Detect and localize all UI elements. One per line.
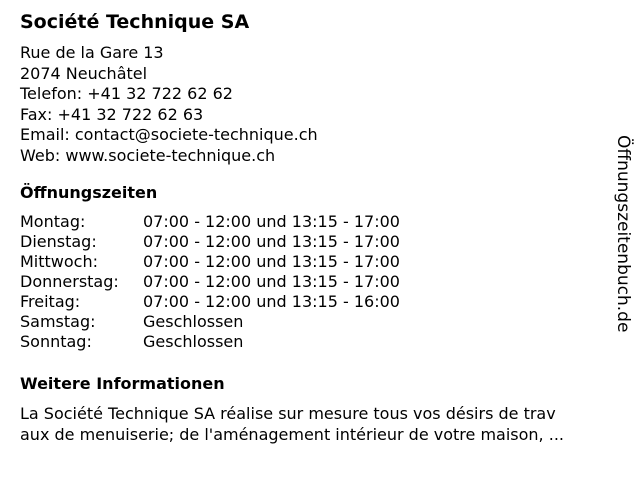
day-label: Samstag: <box>20 312 96 331</box>
day-label: Dienstag: <box>20 232 97 251</box>
day-hours: Geschlossen <box>143 312 244 331</box>
opening-hours-heading: Öffnungszeiten <box>20 183 158 202</box>
hours-row-thursday <box>20 272 400 292</box>
day-hours: Geschlossen <box>143 332 244 351</box>
email-address: Email: contact@societe-technique.ch <box>20 125 318 144</box>
day-label: Sonntag: <box>20 332 92 351</box>
hours-row-saturday <box>20 312 400 332</box>
further-info-line: aux de menuiserie; de l'aménagement intérieur de votre maison, ... <box>20 425 564 444</box>
further-info-line: La Société Technique SA réalise sur mesure tous vos désirs de trav <box>20 404 556 423</box>
city-address: 2074 Neuchâtel <box>20 63 148 83</box>
further-info-text <box>20 403 620 445</box>
phone-number: Telefon: +41 32 722 62 62 <box>20 84 233 103</box>
hours-row-friday <box>20 292 400 312</box>
watermark-text: Öffnungszeitenbuch.de <box>613 135 633 333</box>
street-address: Rue de la Gare 13 <box>20 43 164 62</box>
opening-hours-table <box>20 212 400 352</box>
day-hours: 07:00 - 12:00 und 13:15 - 17:00 <box>143 232 400 251</box>
day-label: Freitag: <box>20 292 81 311</box>
website-address: Web: www.societe-technique.ch <box>20 145 276 165</box>
day-hours: 07:00 - 12:00 und 13:15 - 16:00 <box>143 292 400 311</box>
further-info-heading: Weitere Informationen <box>20 374 225 393</box>
day-hours: 07:00 - 12:00 und 13:15 - 17:00 <box>143 212 400 231</box>
day-label: Montag: <box>20 212 86 231</box>
day-label: Donnerstag: <box>20 272 119 291</box>
hours-row-wednesday <box>20 252 400 272</box>
hours-row-monday <box>20 212 400 232</box>
day-hours: 07:00 - 12:00 und 13:15 - 17:00 <box>143 272 400 291</box>
watermark <box>612 135 634 363</box>
day-label: Mittwoch: <box>20 252 98 271</box>
hours-row-tuesday <box>20 232 400 252</box>
company-name: Société Technique SA <box>20 11 250 33</box>
hours-row-sunday <box>20 332 400 352</box>
fax-number: Fax: +41 32 722 62 63 <box>20 104 204 124</box>
day-hours: 07:00 - 12:00 und 13:15 - 17:00 <box>143 252 400 271</box>
contact-details <box>20 43 318 166</box>
